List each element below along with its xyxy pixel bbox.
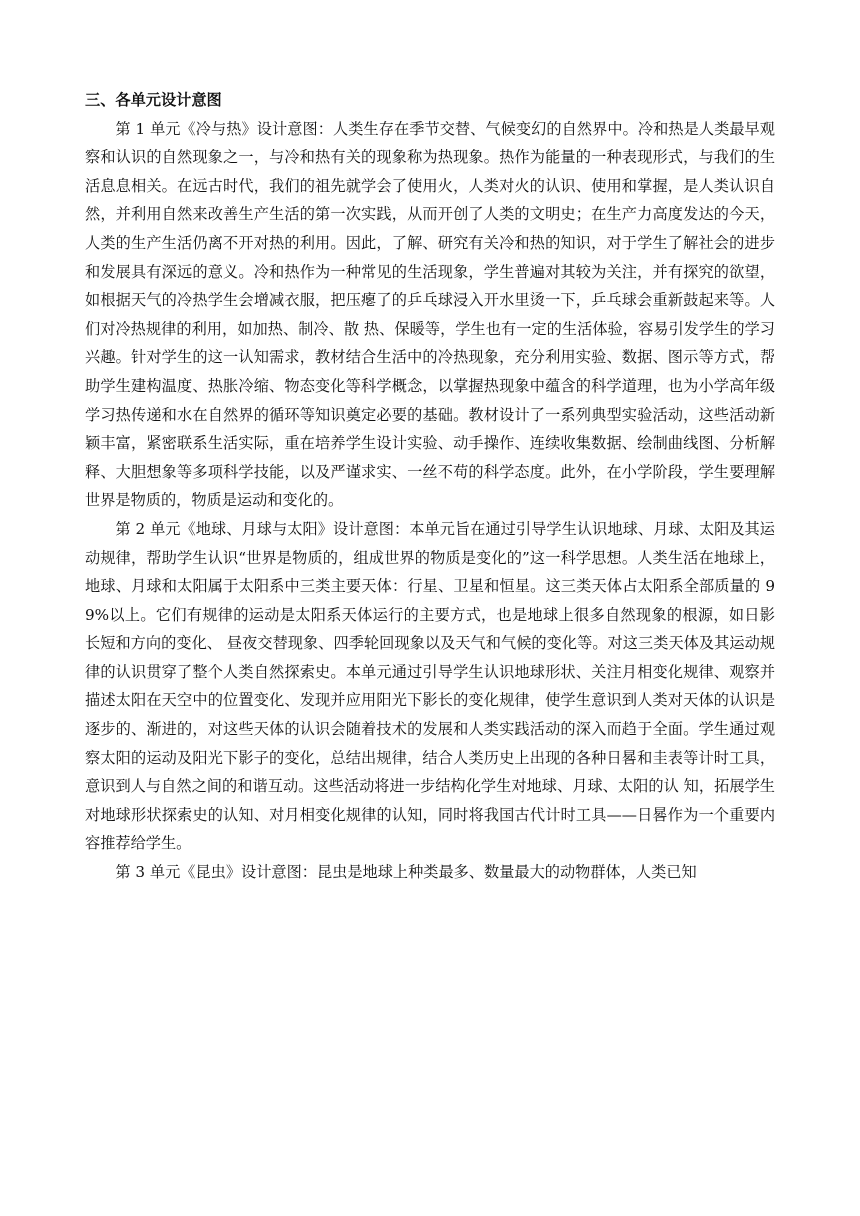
section-heading: 三、各单元设计意图 <box>85 91 222 109</box>
paragraph-unit-3: 第 3 单元《昆虫》设计意图：昆虫是地球上种类最多、数量最大的动物群体，人类已知 <box>115 863 697 882</box>
document-page <box>85 86 775 887</box>
paragraph-unit-2: 第 2 单元《地球、月球与太阳》设计意图：本单元旨在通过引导学生认识地球、月球、太阳及其运动规律，帮助学生认识“世界是物质的，组成世界的物质是变化的”这一科学思想。人类生活在地球上，地球、月球和太阳属于太阳系中三类主要天体：行星、卫星和恒星。这三类天体占太阳系全部质量的 99%以上。它们有规律的运动是太阳系天体运行的主要方式，也是地球上很多自然现象的根源，如日影长短和方向的变化、 昼夜交替现象、四季轮回现象以及天气和气候的变化等。对这三类天体及其运动规律的认识贯穿了整个人类自然探索史。本单元通过引导学生认识地球形状、关注月相变化规律、观察并描述太阳在天空中的位置变化、发现并应用阳光下影长的变化规律，使学生意识到人类对天体的认识是逐步的、渐进的，对这些天体的认识会随着技术的发展和人类实践活动的深入而趋于全面。学生通过观察太阳的运动及阳光下影子的变化，总结出规律，结合人类历史上出现的各种日晷和圭表等计时工具，意识到人与自然之间的和谐互动。这些活动将进一步结构化学生对地球、月球、太阳的认 知，拓展学生对地球形状探索史的认知、对月相变化规律的认知，同时将我国古代计时工具——日晷作为一个重要内容推荐给学生。 <box>85 519 775 853</box>
paragraph-unit-1: 第 1 单元《冷与热》设计意图：人类生存在季节交替、气候变幻的自然界中。冷和热是人类最早观察和认识的自然现象之一，与冷和热有关的现象称为热现象。热作为能量的一种表现形式，与我们的生活息息相关。在远古时代，我们的祖先就学会了使用火，人类对火的认识、使用和掌握，是人类认识自然，并利用自然来改善生产生活的第一次实践，从而开创了人类的文明史；在生产力高度发达的今天，人类的生产生活仍离不开对热的利用。因此，了解、研究有关冷和热的知识，对于学生了解社会的进步和发展具有深远的意义。冷和热作为一种常见的生活现象，学生普遍对其较为关注，并有探究的欲望，如根据天气的冷热学生会增减衣服，把压瘪了的乒乓球浸入开水里烫一下，乒乓球会重新鼓起来等。人们对冷热规律的利用，如加热、制冷、散 热、保暖等，学生也有一定的生活体验，容易引发学生的学习兴趣。针对学生的这一认知需求，教材结合生活中的冷热现象，充分利用实验、数据、图示等方式，帮助学生建构温度、热胀冷缩、物态变化等科学概念，以掌握热现象中蕴含的科学道理，也为小学高年级学习热传递和水在自然界的循环等知识奠定必要的基础。教材设计了一系列典型实验活动，这些活动新颖丰富，紧密联系生活实际，重在培养学生设计实验、动手操作、连续收集数据、绘制曲线图、分析解释、大胆想象等多项科学技能，以及严谨求实、一丝不苟的科学态度。此外，在小学阶段，学生要理解世界是物质的，物质是运动和变化的。 <box>85 119 775 510</box>
